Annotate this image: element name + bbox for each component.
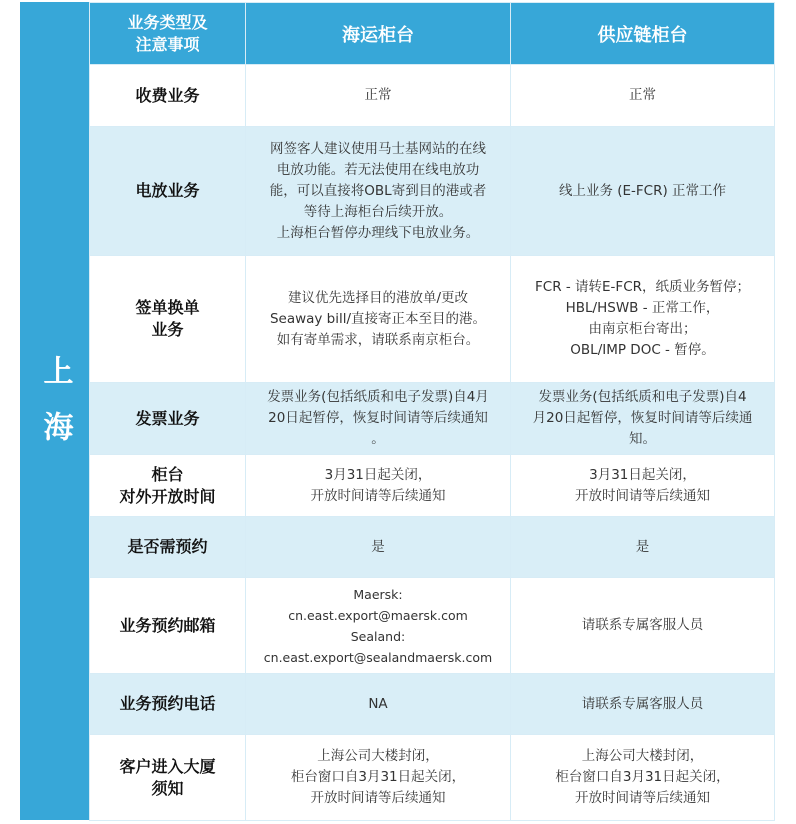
row-label: 客户进入大厦 须知 — [90, 735, 246, 821]
counter-service-table — [89, 2, 775, 821]
supply-counter-cell: 上海公司大楼封闭， 柜台窗口自3月31日起关闭， 开放时间请等后续通知 — [511, 735, 775, 821]
row-label: 柜台 对外开放时间 — [90, 455, 246, 517]
header-business-type: 业务类型及 注意事项 — [90, 3, 246, 65]
row-label: 业务预约邮箱 — [90, 578, 246, 674]
sea-counter-cell: 上海公司大楼封闭， 柜台窗口自3月31日起关闭， 开放时间请等后续通知 — [246, 735, 511, 821]
table-row — [90, 674, 775, 735]
supply-counter-cell: FCR - 请转E-FCR，纸质业务暂停； HBL/HSWB - 正常工作， 由南京柜台寄出； OBL/IMP DOC - 暂停。 — [511, 256, 775, 383]
sealand-email: cn.east.export@sealandmaersk.com — [263, 649, 493, 665]
row-label: 收费业务 — [90, 65, 246, 127]
table-row — [90, 127, 775, 256]
table-row — [90, 65, 775, 127]
sea-counter-cell: Maersk: cn.east.export@maersk.com Sealand: cn.east.export@sealandmaersk.com — [246, 578, 511, 674]
sea-counter-cell: 建议优先选择目的港放单/更改 Seaway bill/直接寄正本至目的港。 如有寄单需求，请联系南京柜台。 — [246, 256, 511, 383]
header-supply-chain-counter: 供应链柜台 — [511, 3, 775, 65]
sea-counter-cell: 正常 — [246, 65, 511, 127]
region-label: 上海 — [37, 355, 73, 467]
table-row — [90, 735, 775, 821]
supply-counter-cell: 发票业务(包括纸质和电子发票)自4 月20日起暂停，恢复时间请等后续通 知。 — [511, 383, 775, 455]
table-row — [90, 455, 775, 517]
sea-counter-cell: 3月31日起关闭， 开放时间请等后续通知 — [246, 455, 511, 517]
header-sea-counter: 海运柜台 — [246, 3, 511, 65]
row-label: 是否需预约 — [90, 517, 246, 578]
supply-counter-cell: 线上业务 (E-FCR) 正常工作 — [511, 127, 775, 256]
supply-counter-cell: 请联系专属客服人员 — [511, 674, 775, 735]
supply-counter-cell: 正常 — [511, 65, 775, 127]
row-label: 业务预约电话 — [90, 674, 246, 735]
sea-counter-cell: 网签客人建议使用马士基网站的在线 电放功能。若无法使用在线电放功 能，可以直接将OBL寄到目的港或者 等待上海柜台后续开放。 上海柜台暂停办理线下电放业务。 — [246, 127, 511, 256]
sea-counter-cell: 发票业务(包括纸质和电子发票)自4月 20日起暂停，恢复时间请等后续通知 。 — [246, 383, 511, 455]
row-label: 发票业务 — [90, 383, 246, 455]
table-row — [90, 578, 775, 674]
maersk-email: cn.east.export@maersk.com — [288, 607, 468, 623]
supply-counter-cell: 请联系专属客服人员 — [511, 578, 775, 674]
row-label: 签单换单 业务 — [90, 256, 246, 383]
table-row — [90, 256, 775, 383]
table-row — [90, 517, 775, 578]
supply-counter-cell: 是 — [511, 517, 775, 578]
supply-counter-cell: 3月31日起关闭， 开放时间请等后续通知 — [511, 455, 775, 517]
table-row — [90, 383, 775, 455]
region-label-cell — [20, 2, 89, 820]
sea-counter-cell: NA — [246, 674, 511, 735]
sea-counter-cell: 是 — [246, 517, 511, 578]
row-label: 电放业务 — [90, 127, 246, 256]
